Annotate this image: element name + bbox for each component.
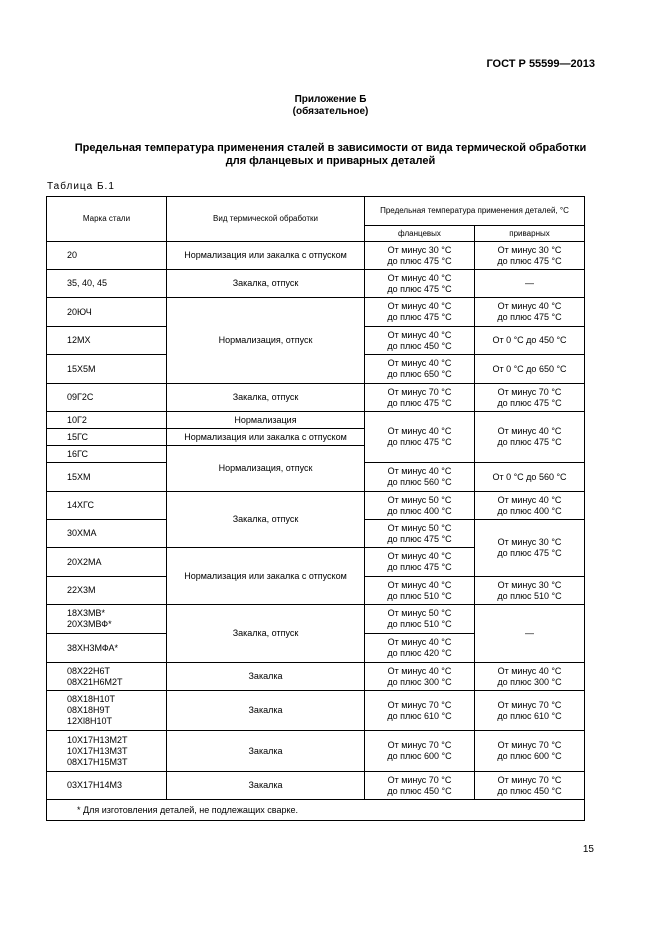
annex-title: Приложение Б bbox=[294, 94, 367, 105]
grade-cell: 08Х22Н6Т 08Х21Н6М2Т bbox=[47, 663, 167, 691]
table-row bbox=[47, 731, 585, 772]
flange-temp-cell: От минус 40 °С до плюс 560 °С bbox=[365, 463, 475, 492]
standard-designation: ГОСТ Р 55599—2013 bbox=[486, 58, 595, 70]
welded-temp-cell: От минус 70 °С до плюс 450 °С bbox=[475, 772, 585, 800]
treatment-cell: Нормализация или закалка с отпуском bbox=[167, 429, 365, 446]
header-flange: фланцевых bbox=[365, 226, 475, 242]
flange-temp-cell: От минус 40 °С до плюс 300 °С bbox=[365, 663, 475, 691]
flange-temp-cell: От минус 30 °С до плюс 475 °С bbox=[365, 242, 475, 270]
grade-cell: 10Г2 bbox=[47, 412, 167, 429]
document-title-line1: Предельная температура применения сталей в зависимости от вида термической обработки bbox=[74, 142, 587, 154]
flange-temp-cell: От минус 40 °С до плюс 450 °С bbox=[365, 327, 475, 355]
grade-cell: 20Х2МА bbox=[47, 548, 167, 577]
table-row bbox=[47, 298, 585, 327]
grade-cell: 38ХН3МФА* bbox=[47, 634, 167, 663]
table-row bbox=[47, 384, 585, 412]
grade-cell: 35, 40, 45 bbox=[47, 270, 167, 298]
treatment-cell: Нормализация, отпуск bbox=[167, 446, 365, 492]
temperature-table bbox=[46, 196, 585, 821]
footnote-row bbox=[47, 800, 585, 821]
grade-cell: 20ЮЧ bbox=[47, 298, 167, 327]
welded-temp-cell: От минус 30 °С до плюс 475 °С bbox=[475, 242, 585, 270]
grade-cell: 12МХ bbox=[47, 327, 167, 355]
welded-temp-cell: От минус 30 °С до плюс 475 °С bbox=[475, 520, 585, 577]
flange-temp-cell: От минус 40 °С до плюс 475 °С bbox=[365, 412, 475, 463]
table-label: Таблица Б.1 bbox=[47, 181, 115, 192]
welded-temp-cell: От минус 70 °С до плюс 600 °С bbox=[475, 731, 585, 772]
welded-temp-cell: — bbox=[475, 270, 585, 298]
flange-temp-cell: От минус 40 °С до плюс 650 °С bbox=[365, 355, 475, 384]
grade-cell: 30ХМА bbox=[47, 520, 167, 548]
treatment-cell: Нормализация, отпуск bbox=[167, 298, 365, 384]
treatment-cell: Закалка bbox=[167, 731, 365, 772]
flange-temp-cell: От минус 70 °С до плюс 610 °С bbox=[365, 691, 475, 731]
grade-cell: 03Х17Н14М3 bbox=[47, 772, 167, 800]
flange-temp-cell: От минус 40 °С до плюс 475 °С bbox=[365, 548, 475, 577]
welded-temp-cell: От минус 40 °С до плюс 475 °С bbox=[475, 298, 585, 327]
header-grade: Марка стали bbox=[47, 197, 167, 242]
page-number: 15 bbox=[582, 844, 594, 855]
treatment-cell: Закалка bbox=[167, 772, 365, 800]
table-row bbox=[47, 605, 585, 634]
grade-cell: 20 bbox=[47, 242, 167, 270]
header-treatment: Вид термической обработки bbox=[167, 197, 365, 242]
grade-cell: 10Х17Н13М2Т 10Х17Н13М3Т 08Х17Н15М3Т bbox=[47, 731, 167, 772]
welded-temp-cell: От 0 °С до 650 °С bbox=[475, 355, 585, 384]
flange-temp-cell: От минус 50 °С до плюс 400 °С bbox=[365, 492, 475, 520]
header-welded: приварных bbox=[475, 226, 585, 242]
grade-cell: 09Г2С bbox=[47, 384, 167, 412]
header-temperature: Предельная температура применения деталей, °С bbox=[365, 197, 585, 226]
flange-temp-cell: От минус 40 °С до плюс 510 °С bbox=[365, 577, 475, 605]
treatment-cell: Нормализация или закалка с отпуском bbox=[167, 242, 365, 270]
annex-status: (обязательное) bbox=[292, 106, 369, 117]
table-row bbox=[47, 772, 585, 800]
flange-temp-cell: От минус 50 °С до плюс 510 °С bbox=[365, 605, 475, 634]
flange-temp-cell: От минус 40 °С до плюс 475 °С bbox=[365, 298, 475, 327]
treatment-cell: Закалка bbox=[167, 691, 365, 731]
welded-temp-cell: От минус 40 °С до плюс 475 °С bbox=[475, 412, 585, 463]
welded-temp-cell: От 0 °С до 450 °С bbox=[475, 327, 585, 355]
flange-temp-cell: От минус 70 °С до плюс 450 °С bbox=[365, 772, 475, 800]
treatment-cell: Нормализация или закалка с отпуском bbox=[167, 548, 365, 605]
table-row bbox=[47, 492, 585, 520]
table-header-row bbox=[47, 197, 585, 226]
welded-temp-cell: От минус 70 °С до плюс 610 °С bbox=[475, 691, 585, 731]
treatment-cell: Закалка bbox=[167, 663, 365, 691]
table-row bbox=[47, 412, 585, 429]
document-title-line2: для фланцевых и приварных деталей bbox=[225, 155, 436, 167]
flange-temp-cell: От минус 70 °С до плюс 600 °С bbox=[365, 731, 475, 772]
flange-temp-cell: От минус 40 °С до плюс 420 °С bbox=[365, 634, 475, 663]
flange-temp-cell: От минус 70 °С до плюс 475 °С bbox=[365, 384, 475, 412]
grade-cell: 15Х5М bbox=[47, 355, 167, 384]
treatment-cell: Закалка, отпуск bbox=[167, 492, 365, 548]
welded-temp-cell: От минус 40 °С до плюс 300 °С bbox=[475, 663, 585, 691]
welded-temp-cell: От минус 40 °С до плюс 400 °С bbox=[475, 492, 585, 520]
treatment-cell: Закалка, отпуск bbox=[167, 270, 365, 298]
table-row bbox=[47, 663, 585, 691]
treatment-cell: Закалка, отпуск bbox=[167, 384, 365, 412]
grade-cell: 08Х18Н10Т 08Х18Н9Т 12Хl8Н10Т bbox=[47, 691, 167, 731]
treatment-cell: Закалка, отпуск bbox=[167, 605, 365, 663]
table-row bbox=[47, 242, 585, 270]
welded-temp-cell: От 0 °С до 560 °С bbox=[475, 463, 585, 492]
welded-temp-cell: От минус 30 °С до плюс 510 °С bbox=[475, 577, 585, 605]
treatment-cell: Нормализация bbox=[167, 412, 365, 429]
grade-cell: 16ГС bbox=[47, 446, 167, 463]
grade-cell: 22Х3М bbox=[47, 577, 167, 605]
table-row bbox=[47, 270, 585, 298]
grade-cell: 14ХГС bbox=[47, 492, 167, 520]
welded-temp-cell: От минус 70 °С до плюс 475 °С bbox=[475, 384, 585, 412]
grade-cell: 18Х3МВ* 20Х3МВФ* bbox=[47, 605, 167, 634]
welded-temp-cell: — bbox=[475, 605, 585, 663]
table-footnote: * Для изготовления деталей, не подлежащих сварке. bbox=[47, 800, 585, 821]
annex-heading bbox=[0, 94, 661, 118]
table-row bbox=[47, 691, 585, 731]
flange-temp-cell: От минус 50 °С до плюс 475 °С bbox=[365, 520, 475, 548]
flange-temp-cell: От минус 40 °С до плюс 475 °С bbox=[365, 270, 475, 298]
grade-cell: 15ГС bbox=[47, 429, 167, 446]
document-title bbox=[0, 142, 661, 168]
grade-cell: 15ХМ bbox=[47, 463, 167, 492]
